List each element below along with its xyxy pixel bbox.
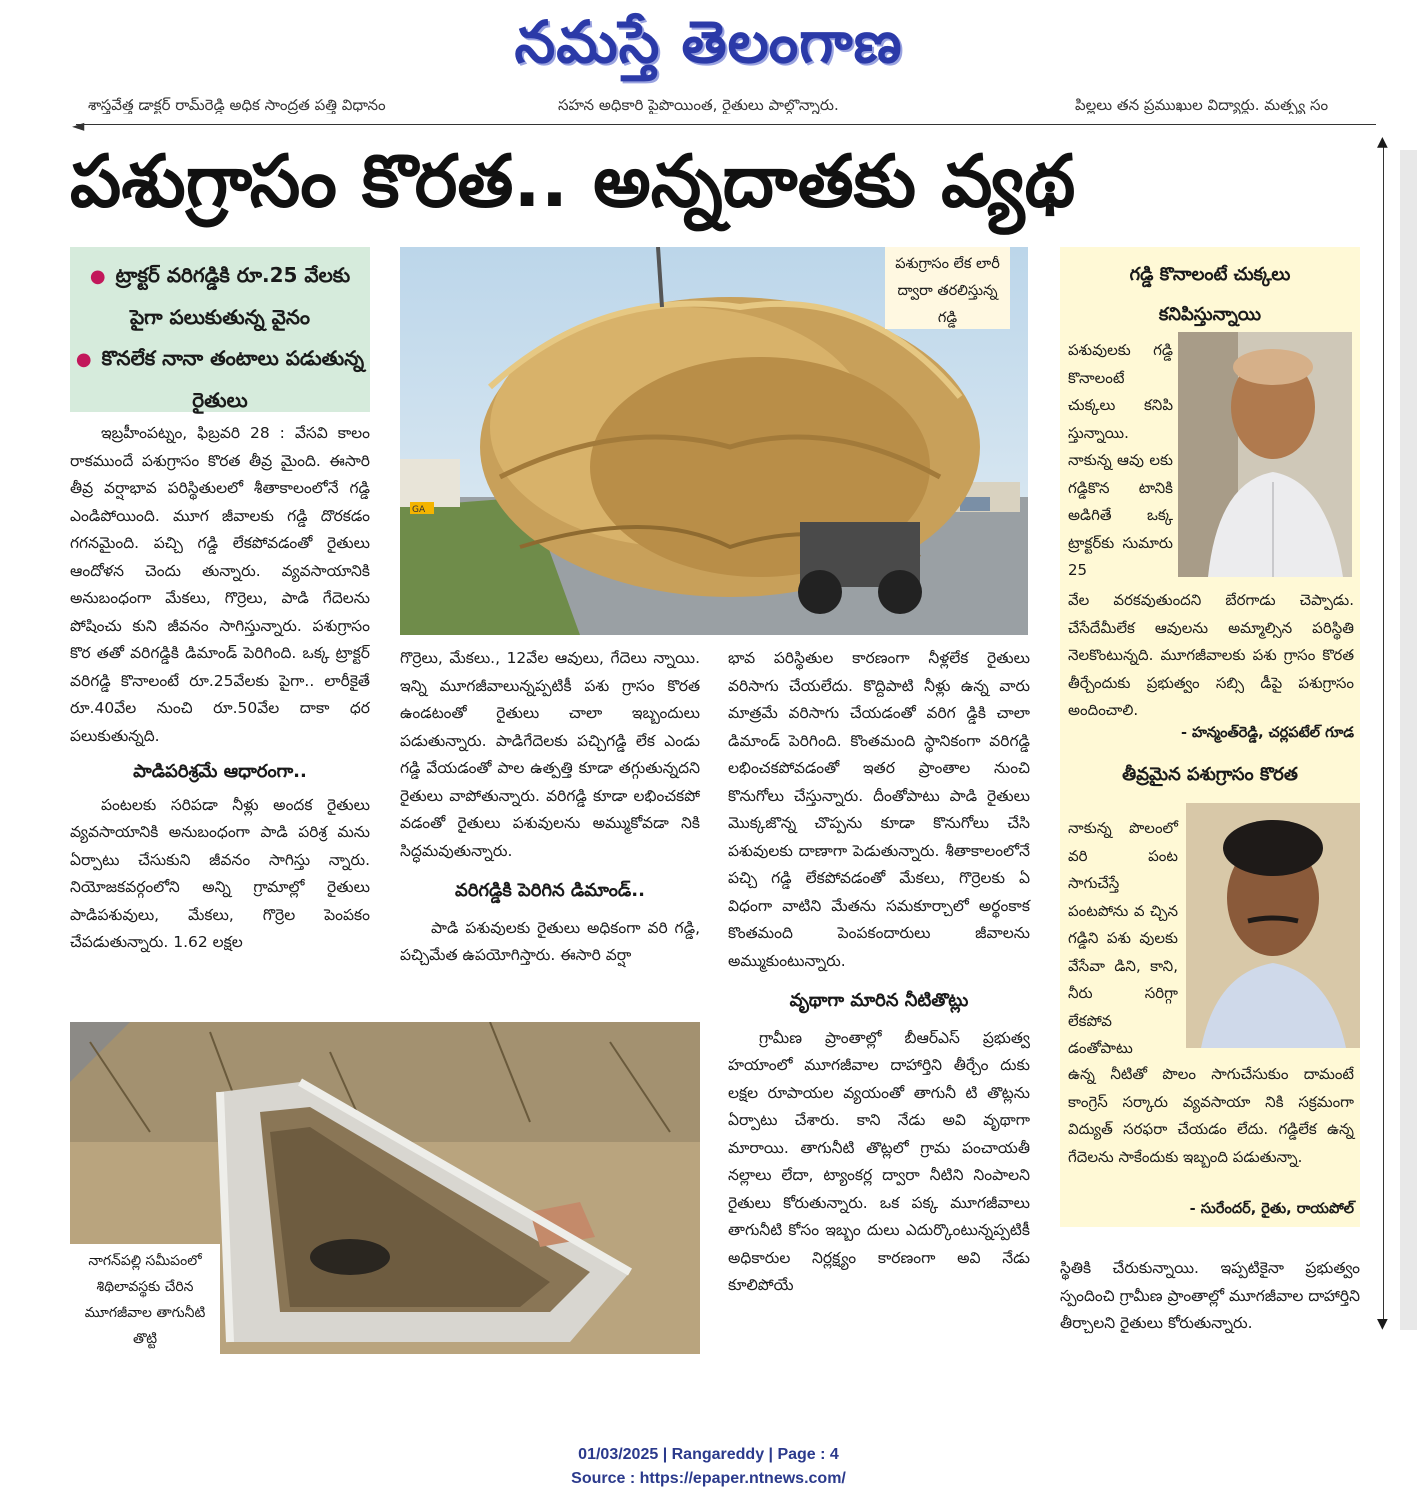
hay-truck-photo [400, 247, 1028, 635]
farmer-photo-1 [1178, 332, 1352, 577]
quote-byline: - సురేందర్, రైతు, రాయపోల్ [1189, 1201, 1354, 1217]
quote-wrap-text: నాకున్న పొలంలో వరి పంట సాగుచేస్తే పంటపోను వ చ్చిన గడ్డిని పశు వులకు వేసేవా డిని, కాని, నీరు సరిగ్గా లేకపోవ డంతోపాటు [1068, 819, 1178, 1057]
article-column-3 [728, 645, 1030, 1300]
cutoff-text-left: శాస్త్రవేత్త డాక్టర్ రామ్‌రెడ్డి అధిక సాంద్రత పత్తి విధానం [88, 96, 386, 114]
right-rule [1383, 140, 1384, 1320]
sidebar-title: గడ్డి కొనాలంటే చుక్కలు కనిపిస్తున్నాయి [1129, 264, 1291, 325]
highlight-item: ● ట్రాక్టర్ వరిగడ్డికి రూ.25 వేలకు పైగా పలుకుతున్న వైనం [89, 263, 351, 329]
cutoff-text-right: పిల్లలు తన ప్రముఖుల విద్యార్థు. మత్స్య సం [1075, 96, 1329, 114]
footer-source: Source : https://epaper.ntnews.com/ [571, 1470, 846, 1487]
highlight-item: ● కొనలేక నానా తంటాలు పడుతున్న రైతులు [75, 346, 365, 412]
article-paragraph: పంటలకు సరిపడా నీళ్లు అందక రైతులు వ్యవసాయానికి అనుబంధంగా పాడి పరిశ్ర మను ఏర్పాటు చేసుకుని జీవనం సాగిస్తు న్నారు. నియోజకవర్గంలోని అన్ని గ్రామాల్లో రైతులు పాడిపశువులు, మేకలు, గొర్రెల పెంపకం చేపడుతున్నారు. 1.62 లక్షల [70, 795, 370, 951]
quote-text: ఉన్న నీటితో పొలం సాగుచేసుకుం దామంటే కాంగ్రెస్ సర్కారు వ్యవసాయా నికి సక్రమంగా విద్యుత్ సరఫరా చేయడం లేదు. గడ్డిలేక ఉన్న గేదెలను సాకేందుకు ఇబ్బంది పడుతున్నా. [1068, 1065, 1354, 1166]
left-arrow-icon: ◄ [72, 116, 85, 135]
article-paragraph: గ్రామీణ ప్రాంతాల్లో బీఆర్ఎస్ ప్రభుత్వ హయాంలో మూగజీవాల దాహార్తిని తీర్చేం దుకు లక్షల రూపాయల వ్యయంతో తాగునీ టి తొట్లను ఏర్పాటు చేశారు. కాని నేడు అవి వృథాగా మారాయి. తాగునీటి తొట్లలో గ్రామ పంచాయతీ నల్లాలు లేదా, ట్యాంకర్ల ద్వారా నీటిని నింపాలని రైతులు కోరుతున్నారు. ఒక పక్క మూగజీవాలు తాగునీటి కోసం ఇబ్బం దులు ఎదుర్కొంటున్నప్పటికీ అధికారుల నిర్లక్ష్యం కారణంగా అవి నేడు కూలిపోయే [728, 1028, 1030, 1294]
subheading: వృథాగా మారిన నీటితొట్లు [789, 990, 969, 1011]
article-paragraph: ఇబ్రహీంపట్నం, ఫిబ్రవరి 28 : వేసవి కాలం రాకముందే పశుగ్రాసం కొరత తీవ్ర మైంది. ఈసారి తీవ్ర వర్షాభావ పరిస్థితులలో శీతాకాలంలోనే గడ్డి ఎండిపోయింది. మూగ జీవాలకు గడ్డి దొరకడం గగనమైంది. పచ్చి గడ్డి లేకపోవడంతో రైతులు ఆందోళన చెందు తున్నారు. వ్యవసాయానికి అనుబంధంగా మేకలు, గొర్రెలు, పాడి గేదెలను పోషించు కుని జీవనం సాగిస్తున్నారు. పశుగ్రాసం కొర తతో వరిగడ్డికి డిమాండ్ పెరిగింది. ఒక్క ట్రాక్టర్ వరిగడ్డి కొనాలంటే రూ.25వేలకు పైగా.. లారీకైతే రూ.40వేల నుంచి రూ.50వేల దాకా ధర పలుకుతున్నది. [70, 424, 370, 745]
bullet-icon: ● [89, 266, 106, 287]
quote-text: వేల వరకవుతుందని బేరగాడు చెప్పాడు. చేసేదేమీలేక ఆవులను అమ్మాల్సిన పరిస్థితి నెలకొంటున్నది. మూగజీవాలకు పశు గ్రాసం కొరత తీర్చేందుకు ప్రభుత్వం సబ్సి డీపై పశుగ్రాసం అందించాలి. [1068, 591, 1354, 719]
top-rule [76, 124, 1376, 125]
article-column-1 [70, 420, 370, 957]
up-arrow-icon: ▲ [1377, 134, 1388, 150]
article-column-2 [400, 645, 700, 970]
bullet-icon: ● [75, 349, 92, 370]
article-paragraph: స్థితికి చేరుకున్నాయి. ఇప్పటికైనా ప్రభుత్వం స్పందించి గ్రామీణ ప్రాంతాల్లో మూగజీవాల దాహార్తిని తీర్చాలని రైతులు కోరుతున్నారు. [1060, 1259, 1360, 1332]
footer-dateline: 01/03/2025 | Rangareddy | Page : 4 [578, 1446, 839, 1463]
photo-caption: నాగన్‌పల్లి సమీపంలో శిథిలావస్థకు చేరిన మూగజీవాల తాగునీటి తొట్టి [70, 1244, 220, 1354]
article-column-4 [1060, 1255, 1360, 1338]
cutoff-text-mid: సహన అధికారి పైపొయింత, రైతులు పాల్గొన్నారు. [558, 96, 839, 114]
water-trough-photo [70, 1022, 700, 1354]
article-paragraph: గొర్రెలు, మేకలు., 12వేల ఆవులు, గేదెలు న్నాయి. ఇన్ని మూగజీవాలున్నప్పటికీ పశు గ్రాసం కొరత ఉండటంతో రైతులు చాలా ఇబ్బందులు పడుతున్నారు. పాడిగేదెలకు పచ్చిగడ్డి లేక ఎండు గడ్డి వేయడంతో పాల ఉత్పత్తి కూడా తగ్గుతున్నదని రైతులు వాపోతున్నారు. వరిగడ్డి కూడా లభించకపో వడంతో రైతులు పశువులను అమ్ముకోవడా నికి సిద్ధమవుతున్నారు. [400, 649, 700, 860]
headline: పశుగ్రాసం కొరత.. అన్నదాతకు వ్యథ [70, 139, 1076, 223]
adjacent-article-edge [1400, 150, 1417, 1330]
highlights-box [70, 247, 370, 412]
farmer-photo-2 [1186, 803, 1360, 1048]
photo-caption: పశుగ్రాసం లేక లారీ ద్వారా తరలిస్తున్న గడ్డి [885, 247, 1010, 329]
subheading: పాడిపరిశ్రమే ఆధారంగా.. [133, 761, 307, 782]
masthead-logo: నమస్తే తెలంగాణ [514, 8, 903, 76]
article-paragraph: పాడి పశువులకు రైతులు అధికంగా వరి గడ్డి, పచ్చిమేత ఉపయోగిస్తారు. ఈసారి వర్షా [400, 918, 700, 964]
sidebar-title: తీవ్రమైన పశుగ్రాసం కొరత [1122, 764, 1298, 785]
quote-byline: - హన్మంత్‌రెడ్డి, చర్లపటేల్ గూడ [1180, 725, 1354, 741]
article-paragraph: భావ పరిస్థితుల కారణంగా నీళ్లలేక రైతులు వరిసాగు చేయలేదు. కొద్దిపాటి నీళ్లు ఉన్న వారు మాత్రమే వరిసాగు చేయడంతో వరిగ డ్డికి చాలా డిమాండ్ పెరిగింది. కొంతమంది స్థానికంగా వరిగడ్డి లభించకపోవడంతో ఇతర ప్రాంతాల నుంచి కొనుగోలు చేస్తున్నారు. దీంతోపాటు పాడి రైతులు మొక్కజొన్న చొప్పను కూడా కొనుగోలు చేసి పశువులకు దాణాగా పెడుతున్నారు. శీతాకాలంలోనే పచ్చి గడ్డి లేకపోవడంతో మేకలు, గొర్రెలకు ఏ విధంగా వాటిని మేతను సమకూర్చాలో అర్థంకాక కొంతమంది పెంపకందారులు జీవాలను అమ్ముకుంటున్నారు. [728, 649, 1030, 970]
signboard-text: GA [412, 505, 426, 515]
down-arrow-icon: ▼ [1377, 1316, 1388, 1332]
quotes-sidebar [1060, 247, 1360, 1227]
quote-wrap-text: పశువులకు గడ్డి కొనాలంటే చుక్కలు కనిపి స్తున్నాయి. నాకున్న ఆవు లకు గడ్డికొన టానికి అడిగితే ఒక్క ట్రాక్టర్‌కు సుమారు 25 [1068, 341, 1173, 579]
subheading: వరిగడ్డికి పెరిగిన డిమాండ్.. [455, 880, 645, 901]
